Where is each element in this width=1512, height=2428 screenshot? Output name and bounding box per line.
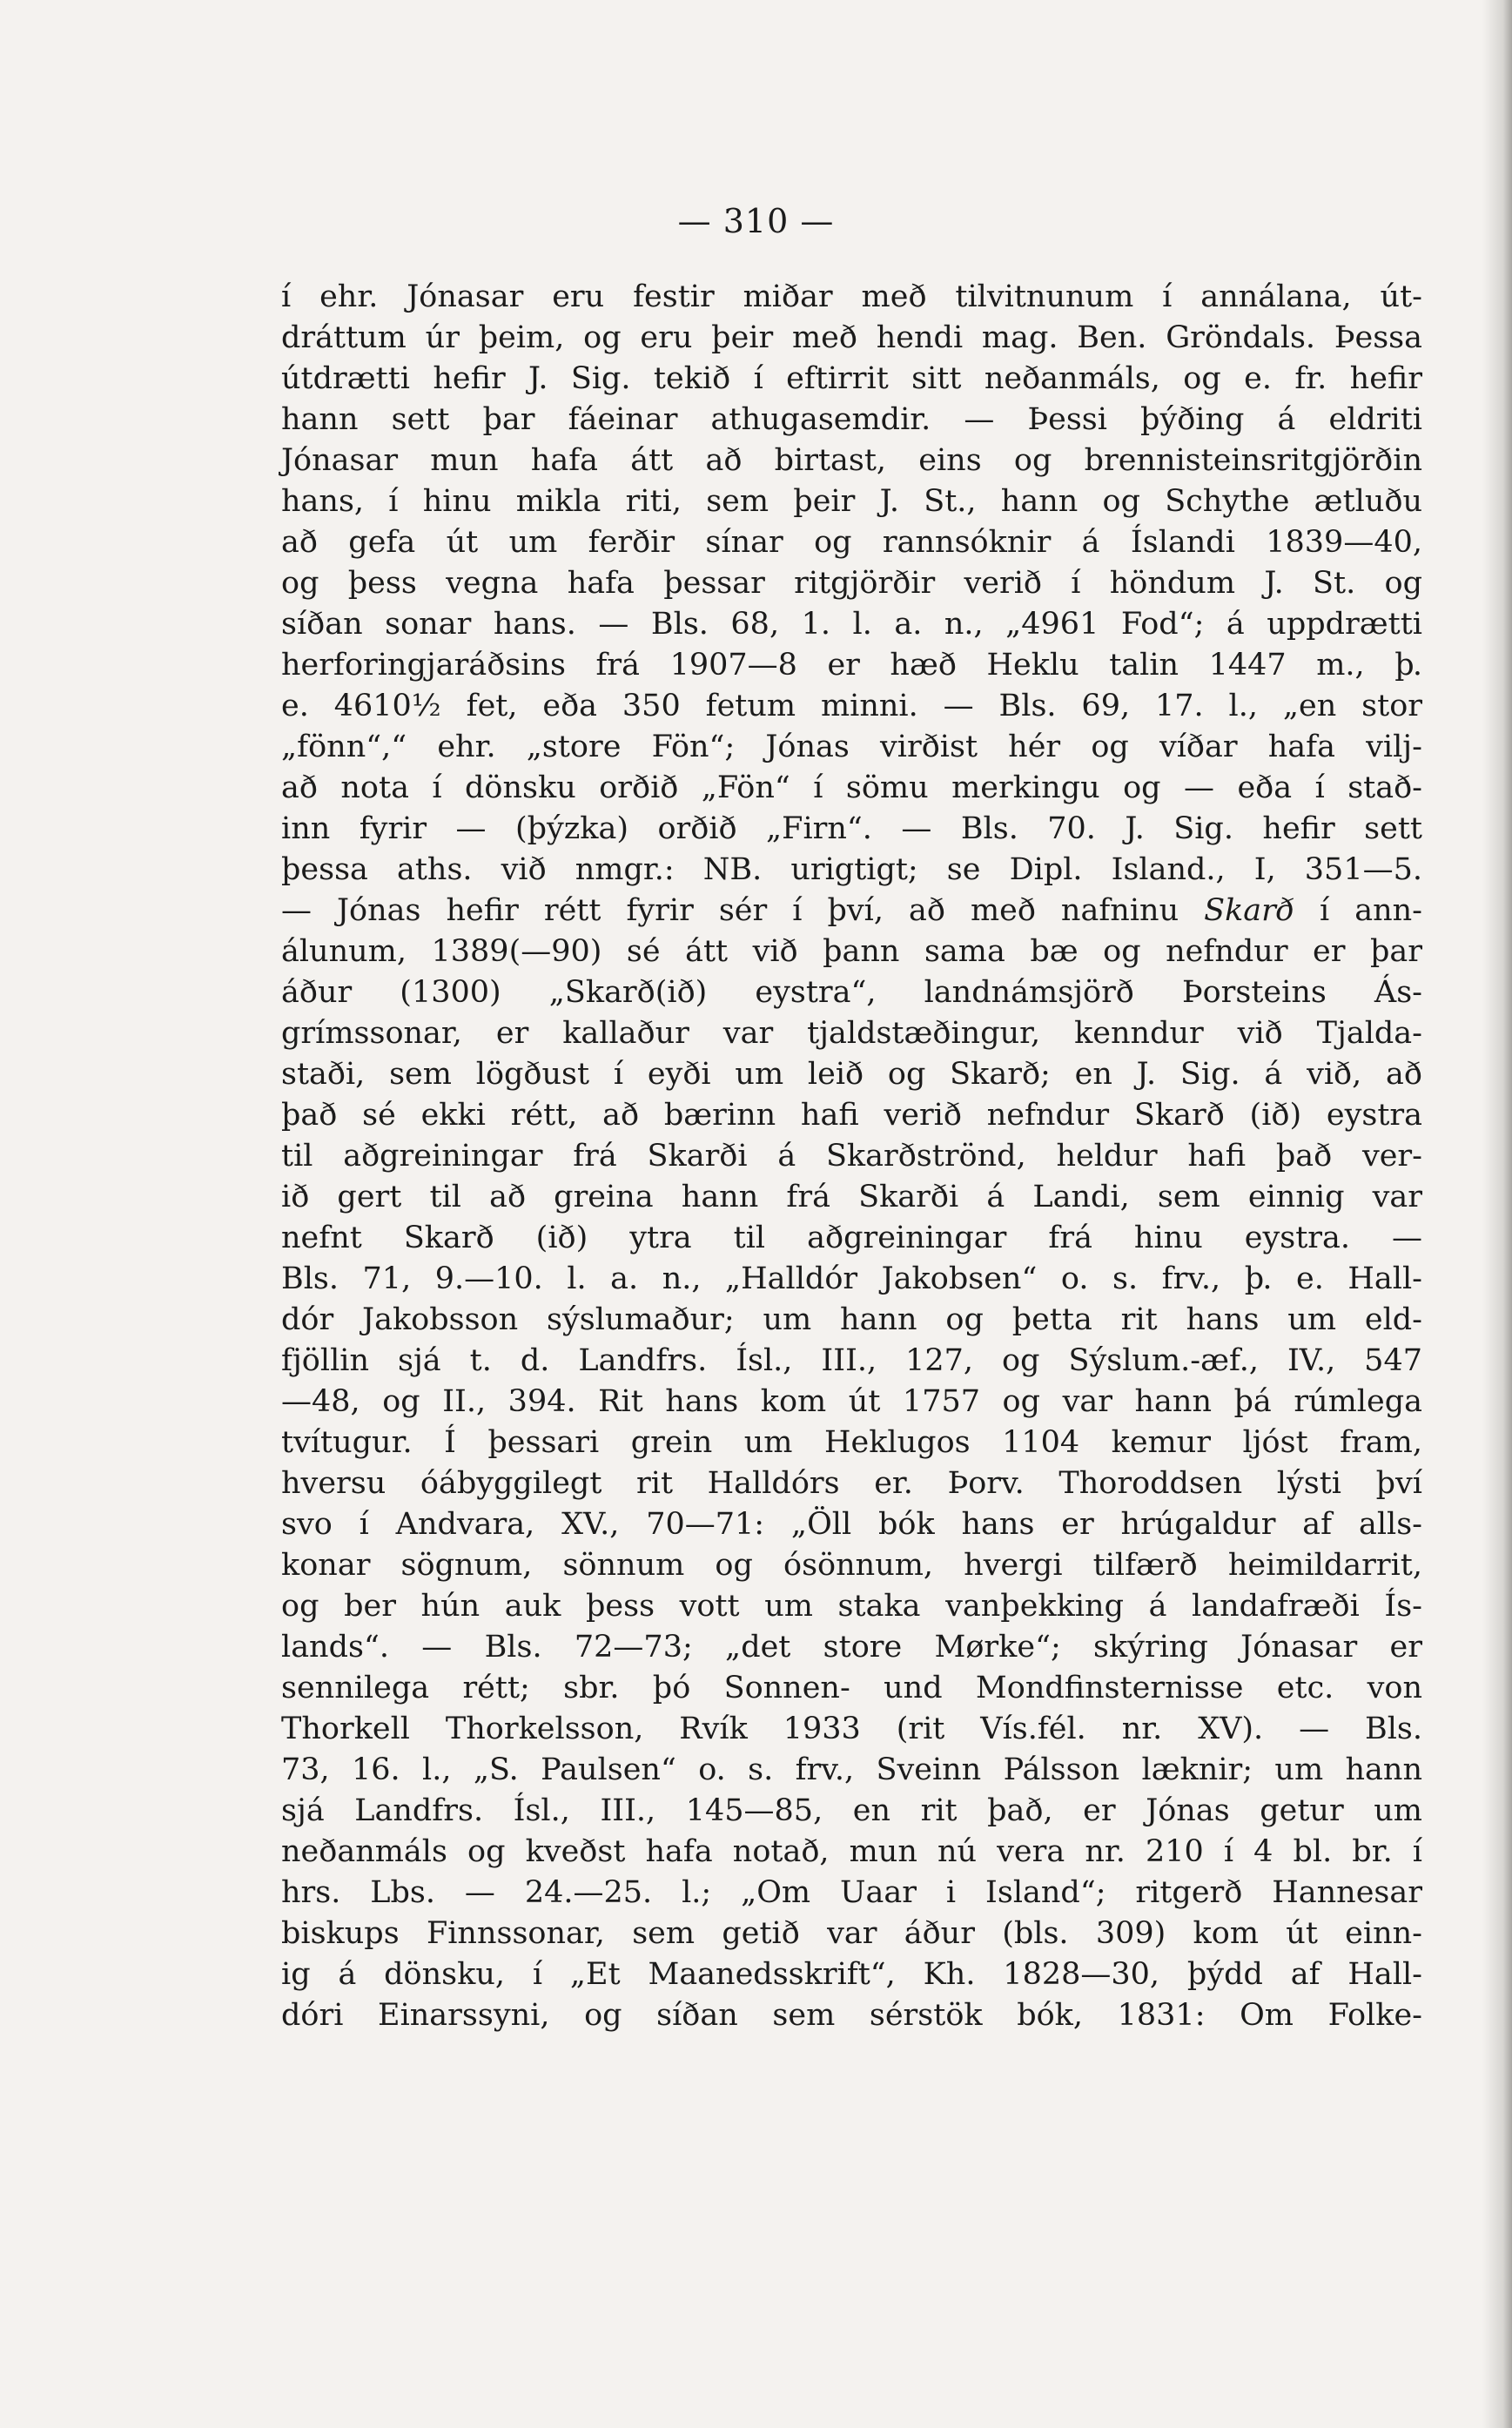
text-line: e. 4610½ fet, eða 350 fetum minni. — Bls. 69, 17. l., „en stor <box>281 689 1422 723</box>
text-line: dóri Einarssyni, og síðan sem sérstök bók, 1831: Om Folke- <box>281 1998 1422 2033</box>
text-line: áður (1300) „Skarð(ið) eystra“, landnámsjörð Þorsteins Ás- <box>281 975 1422 1010</box>
text-line: til aðgreiningar frá Skarði á Skarðströnd, heldur hafi það ver- <box>281 1139 1422 1174</box>
text-line: dráttum úr þeim, og eru þeir með hendi mag. Ben. Gröndals. Þessa <box>281 320 1422 355</box>
text-line: —48, og II., 394. Rit hans kom út 1757 og var hann þá rúmlega <box>281 1384 1422 1419</box>
text-line: að gefa út um ferðir sínar og rannsóknir á Íslandi 1839—40, <box>281 525 1422 560</box>
text-line: herforingjaráðsins frá 1907—8 er hæð Heklu talin 1447 m., þ. <box>281 648 1422 683</box>
text-line: inn fyrir — (þýzka) orðið „Firn“. — Bls. 70. J. Sig. hefir sett <box>281 811 1422 846</box>
text-line: að nota í dönsku orðið „Fön“ í sömu merkingu og — eða í stað- <box>281 770 1422 805</box>
text-line: síðan sonar hans. — Bls. 68, 1. l. a. n., „4961 Fod“; á uppdrætti <box>281 607 1422 642</box>
text-line: hann sett þar fáeinar athugasemdir. — Þessi þýðing á eldriti <box>281 402 1422 437</box>
text-line: álunum, 1389(—90) sé átt við þann sama bæ og nefndur er þar <box>281 934 1422 969</box>
text-line: lands“. — Bls. 72—73; „det store Mørke“; skýring Jónasar er <box>281 1630 1422 1665</box>
text-line: Jónasar mun hafa átt að birtast, eins og brennisteinsritgjörðin <box>281 443 1422 478</box>
text-line: hans, í hinu mikla riti, sem þeir J. St., hann og Schythe ætluðu <box>281 484 1422 519</box>
text-line: Bls. 71, 9.—10. l. a. n., „Halldór Jakobsen“ o. s. frv., þ. e. Hall- <box>281 1261 1422 1296</box>
text-line: svo í Andvara, XV., 70—71: „Öll bók hans er hrúgaldur af alls- <box>281 1507 1422 1542</box>
text-line: tvítugur. Í þessari grein um Heklugos 1104 kemur ljóst fram, <box>281 1425 1422 1460</box>
text-line: konar sögnum, sönnum og ósönnum, hvergi tilfærð heimildarrit, <box>281 1548 1422 1583</box>
text-line: hversu óábyggilegt rit Halldórs er. Þorv. Thoroddsen lýsti því <box>281 1466 1422 1501</box>
text-line: og ber hún auk þess vott um staka vanþekking á landafræði Ís- <box>281 1589 1422 1624</box>
text-line: sennilega rétt; sbr. þó Sonnen- und Mondfinsternisse etc. von <box>281 1671 1422 1705</box>
text-line: Thorkell Thorkelsson, Rvík 1933 (rit Vís.fél. nr. XV). — Bls. <box>281 1712 1422 1746</box>
text-line: grímssonar, er kallaður var tjaldstæðingur, kenndur við Tjalda- <box>281 1016 1422 1051</box>
page-edge-shadow <box>1482 0 1512 2428</box>
text-line: biskups Finnssonar, sem getið var áður (bls. 309) kom út einn- <box>281 1916 1422 1951</box>
text-line: fjöllin sjá t. d. Landfrs. Ísl., III., 127, og Sýslum.-æf., IV., 547 <box>281 1343 1422 1378</box>
text-line: í ehr. Jónasar eru festir miðar með tilvitnunum í annálana, út- <box>281 279 1422 314</box>
text-line: ig á dönsku, í „Et Maanedsskrift“, Kh. 1828—30, þýdd af Hall- <box>281 1957 1422 1992</box>
body-text <box>281 277 1422 2036</box>
text-line: neðanmáls og kveðst hafa notað, mun nú vera nr. 210 í 4 bl. br. í <box>281 1834 1422 1869</box>
page-number: — 310 — <box>677 202 835 240</box>
text-line: útdrætti hefir J. Sig. tekið í eftirrit sitt neðanmáls, og e. fr. hefir <box>281 361 1422 396</box>
text-line: nefnt Skarð (ið) ytra til aðgreiningar frá hinu eystra. — <box>281 1221 1422 1255</box>
text-line: 73, 16. l., „S. Paulsen“ o. s. frv., Sveinn Pálsson læknir; um hann <box>281 1752 1422 1787</box>
text-line: þessa aths. við nmgr.: NB. urigtigt; se Dipl. Island., I, 351—5. <box>281 852 1422 887</box>
text-line: ið gert til að greina hann frá Skarði á Landi, sem einnig var <box>281 1180 1422 1214</box>
text-line: það sé ekki rétt, að bærinn hafi verið nefndur Skarð (ið) eystra <box>281 1098 1422 1133</box>
text-line: hrs. Lbs. — 24.—25. l.; „Om Uaar i Island“; ritgerð Hannesar <box>281 1875 1422 1910</box>
text-line: staði, sem lögðust í eyði um leið og Skarð; en J. Sig. á við, að <box>281 1057 1422 1092</box>
text-line: sjá Landfrs. Ísl., III., 145—85, en rit það, er Jónas getur um <box>281 1793 1422 1828</box>
text-line: „fönn“,“ ehr. „store Fön“; Jónas virðist hér og víðar hafa vilj- <box>281 730 1422 764</box>
italic-place-name: Skarð <box>1204 893 1294 928</box>
text-line: — Jónas hefir rétt fyrir sér í því, að með nafninu Skarð í ann- <box>281 893 1422 928</box>
text-line: dór Jakobsson sýslumaður; um hann og þetta rit hans um eld- <box>281 1302 1422 1337</box>
text-line: og þess vegna hafa þessar ritgjörðir verið í höndum J. St. og <box>281 566 1422 601</box>
